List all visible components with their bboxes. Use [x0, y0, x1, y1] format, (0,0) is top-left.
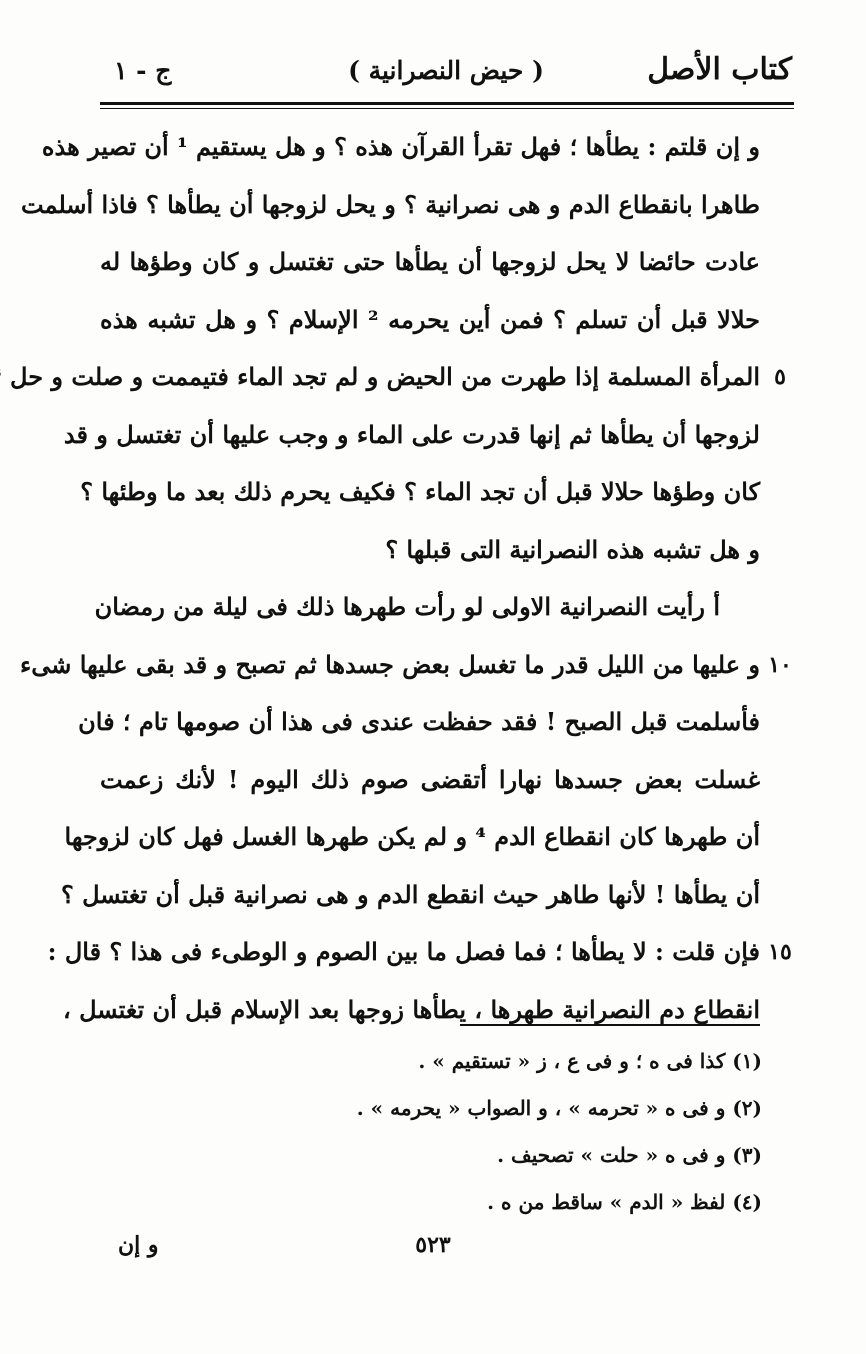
- line-number: ١٠: [768, 651, 792, 678]
- line-number: ١٥: [768, 939, 792, 965]
- text-line: فإن قلت : لا يطأها ؛ فما فصل ما بين الصوم و الوطىء فى هذا ؟ قال :: [47, 937, 760, 966]
- text-line: أ رأيت النصرانية الاولى لو رأت طهرها ذلك فى ليلة من رمضان: [94, 592, 720, 621]
- text-line: و عليها من الليل قدر ما تغسل بعض جسدها ثم تصبح و قد بقى عليها شىء: [19, 649, 760, 679]
- page-header: [100, 52, 792, 100]
- text-line: حلالا قبل أن تسلم ؟ فمن أين يحرمه ² الإسلام ؟ و هل تشبه هذه: [100, 304, 760, 334]
- text-line: انقطاع دم النصرانية طهرها ، يطأها زوجها بعد الإسلام قبل أن تغتسل ،: [62, 994, 760, 1024]
- footnote-rule: [460, 1024, 760, 1026]
- text-line: فأسلمت قبل الصبح ! فقد حفظت عندى فى هذا أن صومها تام ؛ فان: [78, 707, 760, 736]
- text-line: أن طهرها كان انقطاع الدم ⁴ و لم يكن طهرها الغسل فهل كان لزوجها: [64, 822, 760, 851]
- header-rule-thin: [100, 108, 794, 109]
- text-line: المرأة المسلمة إذا طهرت من الحيض و لم تجد الماء فتيممت و صلت و حل: [10, 362, 760, 391]
- text-line: عادت حائضا لا يحل لزوجها أن يطأها حتى تغتسل و كان وطؤها له: [100, 247, 760, 276]
- text-line: و هل تشبه هذه النصرانية التى قبلها ؟: [385, 534, 760, 564]
- chapter-title: ( حيض النصرانية ): [348, 56, 544, 85]
- text-line: غسلت بعض جسدها نهارا أتقضى صوم ذلك اليوم ! لأنك زعمت: [100, 764, 760, 794]
- text-line: و إن قلتم : يطأها ؛ فهل تقرأ القرآن هذه ؟ و هل يستقيم ¹ أن تصير هذه: [41, 132, 760, 161]
- text-line: لزوجها أن يطأها ثم إنها قدرت على الماء و وجب عليها أن تغتسل و قد: [63, 419, 760, 449]
- text-line: أن يطأها ! لأنها طاهر حيث انقطع الدم و هى نصرانية قبل أن تغتسل ؟: [61, 879, 760, 909]
- book-title: كتاب الأصل: [647, 52, 792, 87]
- footnote: (١) كذا فى ه ؛ و فى ع ، ز « تستقيم » .: [418, 1049, 762, 1073]
- footnote: (٣) و فى ه « حلت » تصحيف .: [497, 1143, 762, 1167]
- text-line: كان وطؤها حلالا قبل أن تجد الماء ؟ فكيف يحرم ذلك بعد ما وطئها ؟: [80, 477, 760, 506]
- footnote: (٤) لفظ « الدم » ساقط من ه .: [487, 1190, 762, 1214]
- footnote: (٢) و فى ه « تحرمه » ، و الصواب « يحرمه » .: [356, 1096, 762, 1120]
- page-number: ٥٢٣: [415, 1232, 451, 1258]
- line-number: ٥: [774, 364, 786, 390]
- catchword: و إن: [118, 1232, 159, 1258]
- volume-label: ج - ١: [114, 56, 172, 85]
- text-line: طاهرا بانقطاع الدم و هى نصرانية ؟ و يحل لزوجها أن يطأها ؟ فاذا أسلمت: [21, 189, 760, 219]
- header-rule: [100, 102, 794, 105]
